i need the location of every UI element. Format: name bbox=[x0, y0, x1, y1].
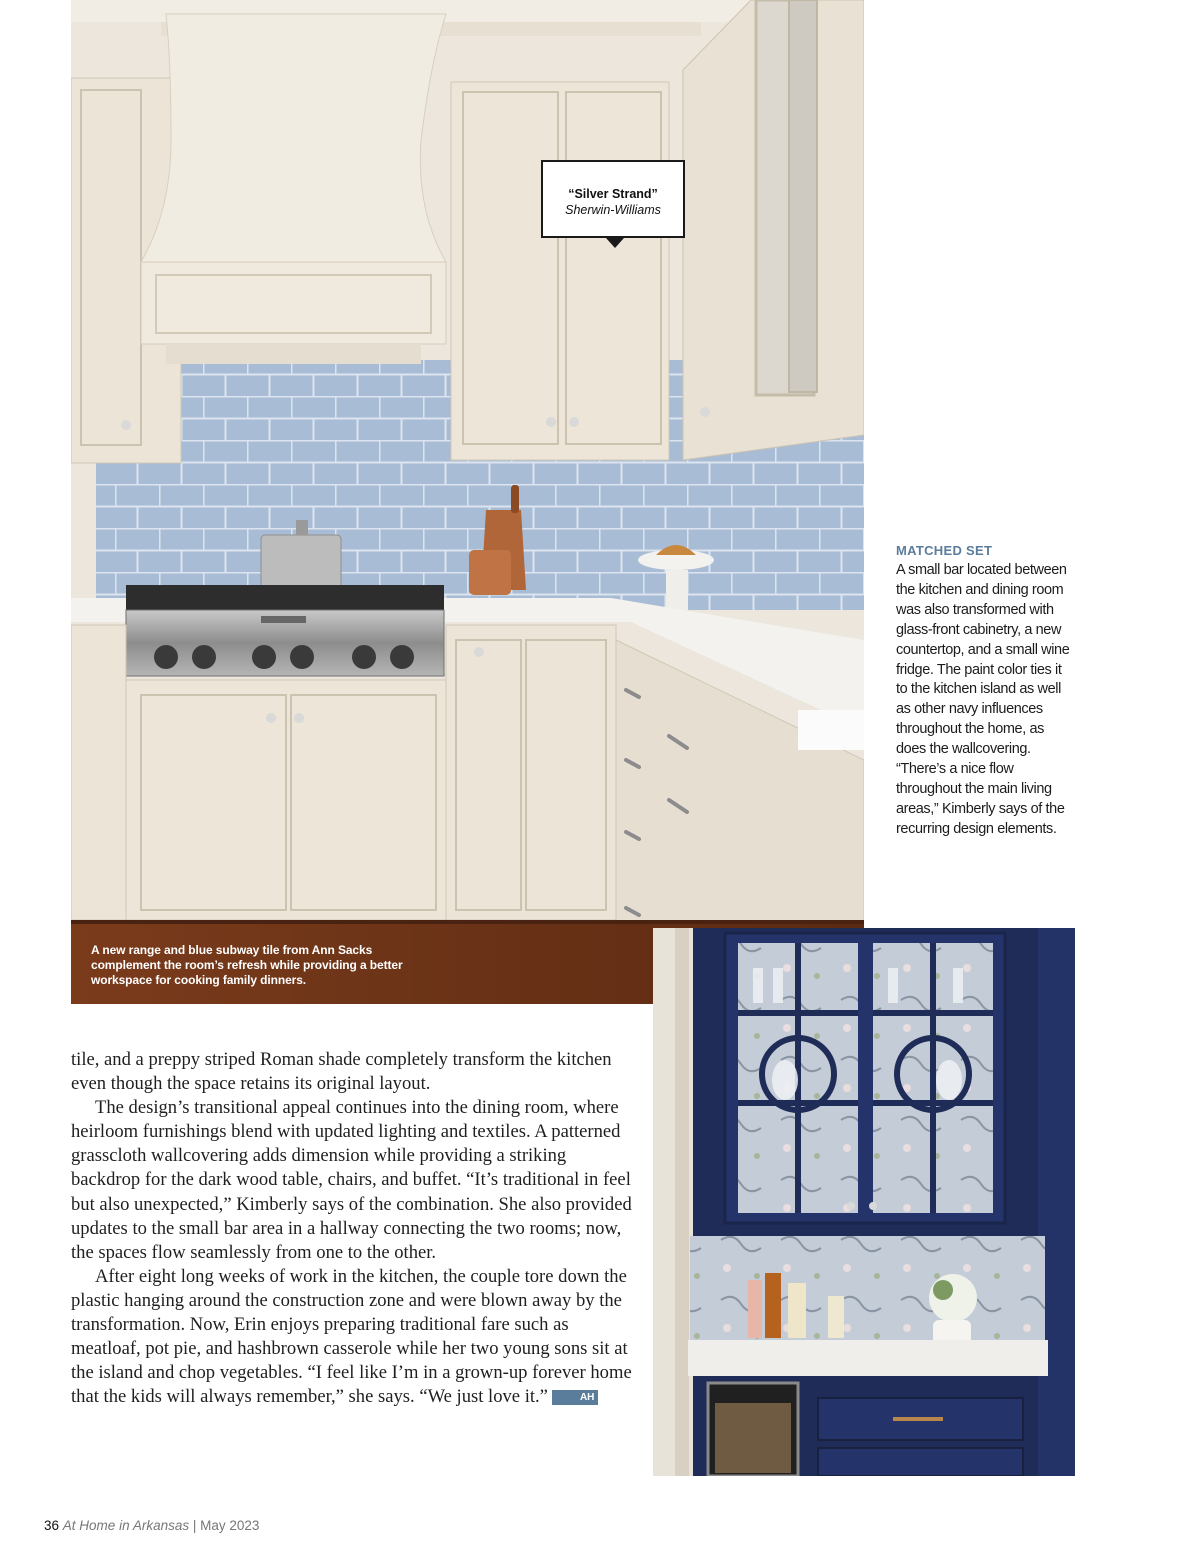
article-paragraph: The design’s transitional appeal continues into the dining room, where heirloom furnishings blend with updated lighting and textiles. A patterned grasscloth wallcovering adds dimension while providing a striking backdrop for the dark wood table, chairs, and buffet. “It’s traditional in feel but also unexpected,” Kimberly says of the combination. She also provided updates to the small bar area in a hallway connecting the two rooms; now, the spaces flow seamlessly from one to the other. bbox=[71, 1097, 632, 1263]
sidebar-heading: MATCHED SET bbox=[896, 543, 993, 558]
article-paragraph: tile, and a preppy striped Roman shade completely transform the kitchen even though the space retains its original layout. bbox=[71, 1049, 612, 1095]
page-footer bbox=[44, 1518, 259, 1533]
magazine-name: At Home in Arkansas bbox=[62, 1518, 190, 1533]
issue-date: May 2023 bbox=[200, 1518, 260, 1533]
paint-color-name: “Silver Strand” bbox=[568, 187, 658, 201]
footer-separator: | bbox=[192, 1518, 197, 1533]
bar-photo bbox=[653, 928, 1075, 1476]
article-paragraph-final bbox=[71, 1265, 636, 1410]
kitchen-photo-caption: A new range and blue subway tile from Ann Sacks complement the room’s refresh while providing a better workspace for cooking family dinners. bbox=[91, 943, 403, 987]
kitchen-photo bbox=[71, 0, 864, 1004]
sidebar-text: A small bar located between the kitchen and dining room was also transformed with glass-front cabinetry, a new countertop, and a small wine fridge. The paint color ties it to the kitchen island as well as other navy influences throughout the home, as does the wallcovering. “There’s a nice flow throughout the main living areas,” Kimberly says of the recurring design elements. bbox=[896, 562, 1070, 837]
end-mark-badge: AH bbox=[552, 1390, 598, 1405]
article-body bbox=[71, 1048, 636, 1409]
article-paragraph-text: After eight long weeks of work in the kitchen, the couple tore down the plastic hanging around the construction zone and were blown away by the transformation. Now, Erin enjoys preparing traditional fare such as meatloaf, pot pie, and hashbrown casserole while her two young sons sit at the island and chop vegetables. “I feel like I’m in a grown-up forever home that the kids will always remember,” she says. “We just love it.” bbox=[71, 1265, 632, 1408]
paint-color-tag bbox=[541, 160, 685, 238]
paint-tag-pointer bbox=[606, 238, 624, 248]
page-number: 36 bbox=[44, 1518, 60, 1533]
paint-brand: Sherwin-Williams bbox=[565, 203, 661, 217]
